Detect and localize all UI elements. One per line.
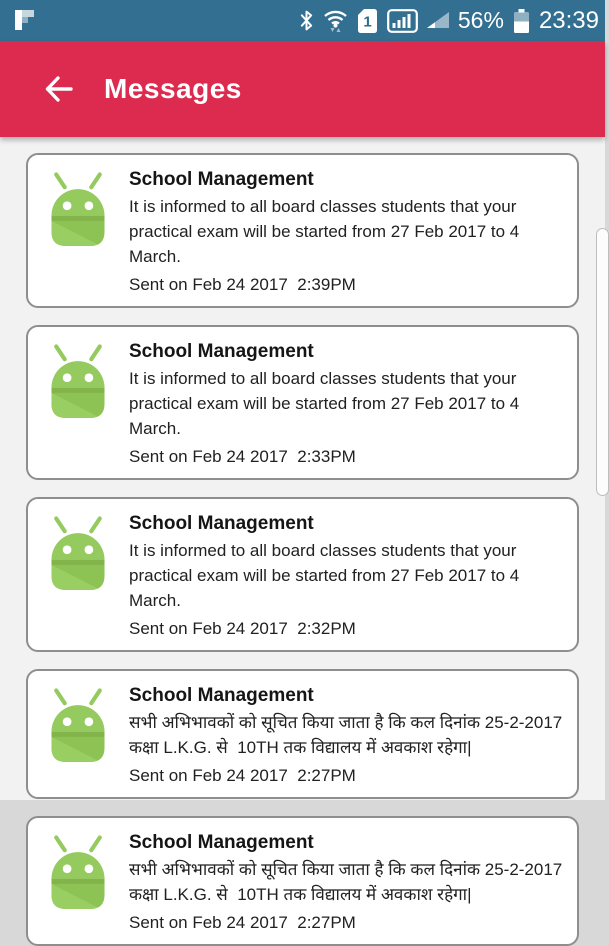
message-sent-timestamp: Sent on Feb 24 2017 2:33PM xyxy=(129,447,356,466)
scrollbar-thumb[interactable] xyxy=(596,228,609,496)
message-sent-timestamp: Sent on Feb 24 2017 2:32PM xyxy=(129,619,356,638)
message-list xyxy=(0,137,605,946)
status-bar xyxy=(0,0,605,41)
message-title: School Management xyxy=(129,169,314,190)
sim1-icon xyxy=(357,8,378,34)
message-title: School Management xyxy=(129,832,314,853)
android-robot-icon xyxy=(42,514,114,594)
message-card[interactable] xyxy=(26,669,579,799)
battery-icon xyxy=(513,8,530,34)
bluetooth-icon xyxy=(299,9,314,32)
message-body: It is informed to all board classes students that your practical exam will be started from 27 Feb 2017 to 4 March. xyxy=(129,197,524,266)
page-title: Messages xyxy=(104,73,242,104)
message-body: It is informed to all board classes students that your practical exam will be started from 27 Feb 2017 to 4 March. xyxy=(129,369,524,438)
message-body: It is informed to all board classes students that your practical exam will be started from 27 Feb 2017 to 4 March. xyxy=(129,541,524,610)
flipboard-notification-icon xyxy=(15,10,34,30)
back-button[interactable] xyxy=(36,69,76,109)
message-sent-timestamp: Sent on Feb 24 2017 2:27PM xyxy=(129,913,356,932)
back-arrow-icon xyxy=(38,71,74,107)
android-robot-icon xyxy=(42,342,114,422)
message-title: School Management xyxy=(129,513,314,534)
app-bar xyxy=(0,41,605,137)
message-title: School Management xyxy=(129,685,314,706)
android-robot-icon xyxy=(42,170,114,250)
message-sent-timestamp: Sent on Feb 24 2017 2:27PM xyxy=(129,766,356,785)
network-signal-box-icon xyxy=(387,9,418,33)
svg-text:1: 1 xyxy=(363,13,372,30)
message-card[interactable] xyxy=(26,325,579,480)
android-robot-icon xyxy=(42,686,114,766)
message-sent-timestamp: Sent on Feb 24 2017 2:39PM xyxy=(129,275,356,294)
message-card[interactable] xyxy=(26,497,579,652)
signal-strength-icon xyxy=(427,12,449,29)
battery-percent: 56% xyxy=(457,7,504,33)
android-robot-icon xyxy=(42,833,114,913)
status-clock: 23:39 xyxy=(538,6,599,34)
message-card[interactable] xyxy=(26,816,579,946)
message-body: सभी अभिभावकों को सूचित किया जाता है कि कल दिनांक 25-2-2017 कक्षा L.K.G. से 10TH तक विद्यालय में अवकाश रहेगा| xyxy=(129,860,567,904)
message-body: सभी अभिभावकों को सूचित किया जाता है कि कल दिनांक 25-2-2017 कक्षा L.K.G. से 10TH तक विद्यालय में अवकाश रहेगा| xyxy=(129,713,567,757)
message-title: School Management xyxy=(129,341,314,362)
wifi-icon xyxy=(323,9,348,32)
message-card[interactable] xyxy=(26,153,579,308)
